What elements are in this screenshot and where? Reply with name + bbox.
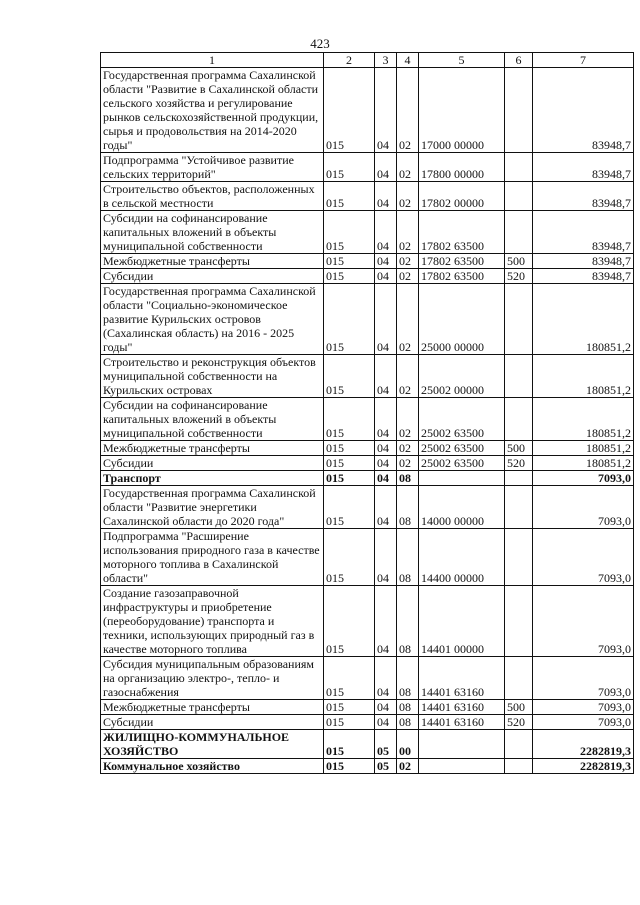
column-header: 4	[397, 53, 419, 68]
table-row	[101, 355, 634, 398]
target-article-cell: 14401 63160	[419, 715, 505, 730]
admin-code-cell: 015	[324, 700, 375, 715]
expense-type-cell	[505, 284, 533, 355]
expense-type-cell	[505, 355, 533, 398]
subsection-code-cell: 02	[397, 254, 419, 269]
admin-code-cell: 015	[324, 441, 375, 456]
amount-cell: 7093,0	[533, 471, 634, 486]
target-article-cell: 25000 00000	[419, 284, 505, 355]
subsection-code-cell: 08	[397, 529, 419, 586]
expense-type-cell	[505, 398, 533, 441]
expense-type-cell	[505, 211, 533, 254]
expense-type-cell: 520	[505, 269, 533, 284]
subsection-code-cell: 08	[397, 486, 419, 529]
amount-cell: 180851,2	[533, 284, 634, 355]
subsection-code-cell: 02	[397, 211, 419, 254]
row-name-cell: Субсидии	[101, 269, 324, 284]
section-code-cell: 04	[375, 284, 397, 355]
row-name-cell: Субсидии на софинансирование капитальных вложений в объекты муниципальной собственности	[101, 398, 324, 441]
section-code-cell: 04	[375, 529, 397, 586]
target-article-cell: 17800 00000	[419, 153, 505, 182]
amount-cell: 7093,0	[533, 586, 634, 657]
section-code-cell: 04	[375, 269, 397, 284]
table-row	[101, 182, 634, 211]
section-code-cell: 04	[375, 586, 397, 657]
row-name-cell: Государственная программа Сахалинской области "Социально-экономическое развитие Курильских островов (Сахалинская область) на 2016 - 2025 годы"	[101, 284, 324, 355]
section-code-cell: 04	[375, 68, 397, 153]
amount-cell: 2282819,3	[533, 730, 634, 759]
section-code-cell: 04	[375, 471, 397, 486]
table-row	[101, 68, 634, 153]
subsection-code-cell: 08	[397, 700, 419, 715]
row-name-cell: Государственная программа Сахалинской области "Развитие энергетики Сахалинской области до 2020 года"	[101, 486, 324, 529]
target-article-cell: 14401 00000	[419, 586, 505, 657]
table-row	[101, 398, 634, 441]
expense-type-cell	[505, 730, 533, 759]
amount-cell: 180851,2	[533, 398, 634, 441]
subsection-code-cell: 00	[397, 730, 419, 759]
column-header: 5	[419, 53, 505, 68]
admin-code-cell: 015	[324, 715, 375, 730]
amount-cell: 83948,7	[533, 182, 634, 211]
admin-code-cell: 015	[324, 398, 375, 441]
row-name-cell: Межбюджетные трансферты	[101, 254, 324, 269]
table-row	[101, 730, 634, 759]
budget-table	[100, 52, 634, 774]
target-article-cell	[419, 759, 505, 774]
table-row	[101, 486, 634, 529]
admin-code-cell: 015	[324, 586, 375, 657]
row-name-cell: Создание газозаправочной инфраструктуры и приобретение (переоборудование) транспорта и техники, использующих природный газ в качестве моторного топлива	[101, 586, 324, 657]
table-row	[101, 715, 634, 730]
table-row	[101, 759, 634, 774]
admin-code-cell: 015	[324, 68, 375, 153]
expense-type-cell	[505, 153, 533, 182]
section-code-cell: 04	[375, 715, 397, 730]
subsection-code-cell: 02	[397, 68, 419, 153]
target-article-cell	[419, 730, 505, 759]
section-code-cell: 04	[375, 153, 397, 182]
row-name-cell: Субсидии	[101, 715, 324, 730]
table-row	[101, 254, 634, 269]
target-article-cell: 14401 63160	[419, 657, 505, 700]
table-row	[101, 269, 634, 284]
row-name-cell: Межбюджетные трансферты	[101, 700, 324, 715]
expense-type-cell: 500	[505, 700, 533, 715]
target-article-cell: 17802 00000	[419, 182, 505, 211]
subsection-code-cell: 02	[397, 153, 419, 182]
admin-code-cell: 015	[324, 759, 375, 774]
row-name-cell: Субсидия муниципальным образованиям на организацию электро-, тепло- и газоснабжения	[101, 657, 324, 700]
section-code-cell: 04	[375, 398, 397, 441]
row-name-cell: Строительство и реконструкция объектов муниципальной собственности на Курильских островах	[101, 355, 324, 398]
column-header: 3	[375, 53, 397, 68]
section-code-cell: 04	[375, 211, 397, 254]
target-article-cell: 25002 63500	[419, 456, 505, 471]
expense-type-cell	[505, 529, 533, 586]
admin-code-cell: 015	[324, 254, 375, 269]
table-row	[101, 211, 634, 254]
subsection-code-cell: 08	[397, 657, 419, 700]
amount-cell: 7093,0	[533, 657, 634, 700]
admin-code-cell: 015	[324, 355, 375, 398]
table-row	[101, 586, 634, 657]
row-name-cell: Субсидии	[101, 456, 324, 471]
amount-cell: 7093,0	[533, 486, 634, 529]
row-name-cell: Подпрограмма "Расширение использования природного газа в качестве моторного топлива в Сахалинской области"	[101, 529, 324, 586]
admin-code-cell: 015	[324, 730, 375, 759]
column-header-row	[101, 53, 634, 68]
target-article-cell: 14000 00000	[419, 486, 505, 529]
target-article-cell: 17000 00000	[419, 68, 505, 153]
column-header: 2	[324, 53, 375, 68]
row-name-cell: Государственная программа Сахалинской области "Развитие в Сахалинской области сельского хозяйства и регулирование рынков сельскохозяйственной продукции, сырья и продовольствия на 2014-2020 годы"	[101, 68, 324, 153]
subsection-code-cell: 02	[397, 759, 419, 774]
amount-cell: 180851,2	[533, 456, 634, 471]
section-code-cell: 04	[375, 456, 397, 471]
target-article-cell: 14400 00000	[419, 529, 505, 586]
expense-type-cell	[505, 471, 533, 486]
table-row	[101, 700, 634, 715]
expense-type-cell	[505, 759, 533, 774]
section-code-cell: 04	[375, 657, 397, 700]
subsection-code-cell: 08	[397, 471, 419, 486]
admin-code-cell: 015	[324, 471, 375, 486]
section-code-cell: 04	[375, 254, 397, 269]
amount-cell: 2282819,3	[533, 759, 634, 774]
subsection-code-cell: 08	[397, 586, 419, 657]
column-header: 6	[505, 53, 533, 68]
section-code-cell: 04	[375, 486, 397, 529]
row-name-cell: ЖИЛИЩНО-КОММУНАЛЬНОЕ ХОЗЯЙСТВО	[101, 730, 324, 759]
subsection-code-cell: 02	[397, 355, 419, 398]
expense-type-cell: 500	[505, 254, 533, 269]
section-code-cell: 05	[375, 730, 397, 759]
table-row	[101, 441, 634, 456]
target-article-cell: 17802 63500	[419, 211, 505, 254]
subsection-code-cell: 08	[397, 715, 419, 730]
amount-cell: 83948,7	[533, 254, 634, 269]
section-code-cell: 05	[375, 759, 397, 774]
column-header: 7	[533, 53, 634, 68]
expense-type-cell: 520	[505, 715, 533, 730]
page-number: 423	[310, 36, 330, 51]
section-code-cell: 04	[375, 182, 397, 211]
expense-type-cell	[505, 657, 533, 700]
amount-cell: 83948,7	[533, 153, 634, 182]
target-article-cell: 25002 63500	[419, 398, 505, 441]
target-article-cell: 25002 00000	[419, 355, 505, 398]
row-name-cell: Подпрограмма "Устойчивое развитие сельских территорий"	[101, 153, 324, 182]
amount-cell: 180851,2	[533, 441, 634, 456]
subsection-code-cell: 02	[397, 456, 419, 471]
amount-cell: 180851,2	[533, 355, 634, 398]
table-row	[101, 657, 634, 700]
subsection-code-cell: 02	[397, 284, 419, 355]
admin-code-cell: 015	[324, 153, 375, 182]
table-row	[101, 153, 634, 182]
amount-cell: 7093,0	[533, 700, 634, 715]
amount-cell: 7093,0	[533, 715, 634, 730]
amount-cell: 7093,0	[533, 529, 634, 586]
admin-code-cell: 015	[324, 182, 375, 211]
subsection-code-cell: 02	[397, 398, 419, 441]
column-header: 1	[101, 53, 324, 68]
subsection-code-cell: 02	[397, 441, 419, 456]
row-name-cell: Транспорт	[101, 471, 324, 486]
admin-code-cell: 015	[324, 269, 375, 284]
admin-code-cell: 015	[324, 529, 375, 586]
amount-cell: 83948,7	[533, 269, 634, 284]
target-article-cell: 17802 63500	[419, 254, 505, 269]
expense-type-cell: 500	[505, 441, 533, 456]
expense-type-cell	[505, 68, 533, 153]
table-row	[101, 529, 634, 586]
subsection-code-cell: 02	[397, 269, 419, 284]
target-article-cell: 17802 63500	[419, 269, 505, 284]
amount-cell: 83948,7	[533, 211, 634, 254]
table-row	[101, 284, 634, 355]
row-name-cell: Коммунальное хозяйство	[101, 759, 324, 774]
section-code-cell: 04	[375, 355, 397, 398]
admin-code-cell: 015	[324, 211, 375, 254]
admin-code-cell: 015	[324, 657, 375, 700]
target-article-cell: 25002 63500	[419, 441, 505, 456]
amount-cell: 83948,7	[533, 68, 634, 153]
table-row	[101, 471, 634, 486]
row-name-cell: Субсидии на софинансирование капитальных вложений в объекты муниципальной собственности	[101, 211, 324, 254]
admin-code-cell: 015	[324, 486, 375, 529]
subsection-code-cell: 02	[397, 182, 419, 211]
expense-type-cell: 520	[505, 456, 533, 471]
admin-code-cell: 015	[324, 284, 375, 355]
section-code-cell: 04	[375, 700, 397, 715]
expense-type-cell	[505, 586, 533, 657]
target-article-cell	[419, 471, 505, 486]
row-name-cell: Строительство объектов, расположенных в сельской местности	[101, 182, 324, 211]
expense-type-cell	[505, 486, 533, 529]
table-row	[101, 456, 634, 471]
section-code-cell: 04	[375, 441, 397, 456]
expense-type-cell	[505, 182, 533, 211]
row-name-cell: Межбюджетные трансферты	[101, 441, 324, 456]
target-article-cell: 14401 63160	[419, 700, 505, 715]
admin-code-cell: 015	[324, 456, 375, 471]
